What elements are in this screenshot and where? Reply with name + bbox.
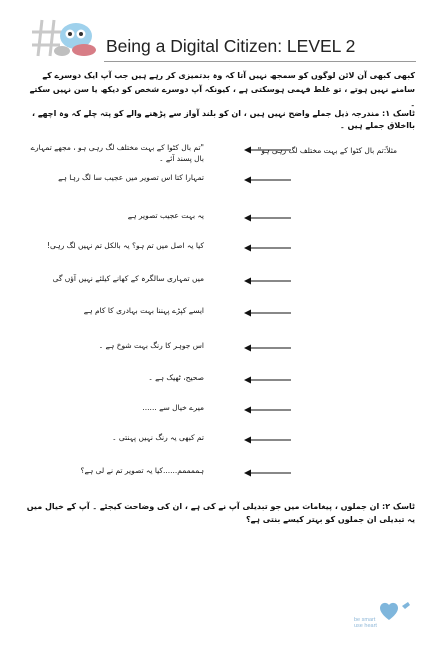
sentence-text: اس جوہر کا رنگ بہت شوخ ہے ۔ <box>98 341 204 350</box>
task2-instructions: ٹاسک ۲: ان جملوں ، پیغامات میں جو تبدیلی آپ نے کی ہے ، ان کی وضاحت کیجئے ۔ آپ کے خیال میں یہ تبدیلی ان جملوں کو بہتر کیسے بنتی ہے؟ <box>26 502 415 524</box>
sentence-text: صحیح، ٹھیک ہے ۔ <box>148 373 204 382</box>
sentence-text: کیا یہ اصل میں تم ہو؟ یہ بالکل تم نہیں لگ رہی! <box>46 241 204 250</box>
sample-answer: مثلاً:تم بال کٹوا کے بہت مختلف لگ رہی ہو" <box>257 146 397 155</box>
left-arrow-icon <box>244 435 292 445</box>
sentence-row <box>36 432 256 454</box>
left-arrow-icon <box>244 468 292 478</box>
footer-line-1: be smart <box>354 617 376 623</box>
sentence-row <box>36 372 256 394</box>
sentence-row <box>36 273 256 295</box>
page-title: Being a Digital Citizen: LEVEL 2 <box>106 36 356 56</box>
left-arrow-icon <box>244 175 292 185</box>
sentence-text: تمہارا کتا اس تصویر میں عجیب سا لگ رہا ہے <box>58 173 204 182</box>
left-arrow-icon <box>244 276 292 286</box>
intro-paragraph: کبھی کبھی آن لائن لوگوں کو سمجھ نہیں آتا کہ وہ بدتمیزی کر رہے ہیں جب آپ ایک دوسرے کے سامنے نہیں ہوتے ، تو غلط فہمی ہوسکتی ہے ، کیونکہ آپ دوسرے شخص کو دیکھ یا سن نہیں سکتے ۔ <box>29 71 415 108</box>
left-arrow-icon <box>244 375 292 385</box>
sentence-text: ہممممم......کیا یہ تصویر تم نے لی ہے؟ <box>80 466 204 475</box>
sentence-row <box>36 240 256 262</box>
sentence-text: ایسے کپڑے پہننا بہت بہادری کا کام ہے <box>83 306 204 315</box>
hashtag-cloud-mascot-icon <box>32 12 98 58</box>
page-header <box>0 0 441 70</box>
sentence-text: میں تمہاری سالگرہ کے کھانے کیلئے نہیں آؤں گی <box>52 274 204 283</box>
sentence-row <box>36 172 256 194</box>
left-arrow-icon <box>244 308 292 318</box>
sentence-row <box>36 305 256 327</box>
sentence-text: "تم بال کٹوا کے بہت مختلف لگ رہی ہو ، مجھے تمہارے بال پسند آئے ۔ <box>30 143 204 163</box>
sentence-row <box>30 142 256 164</box>
left-arrow-icon <box>244 405 292 415</box>
task1-instructions: ٹاسک ۱: مندرجہ ذیل جملے واضح نہیں ہیں ، ان کو بلند آواز سے پڑھنے والے کو پتہ چلے کہ وہ اچھے ، بااخلاق جملے ہیں ۔ <box>32 109 415 130</box>
sentence-row <box>36 340 256 362</box>
left-arrow-icon <box>244 343 292 353</box>
sentence-text: یہ بہت عجیب تصویر ہے <box>127 211 204 220</box>
sentence-row <box>36 402 256 424</box>
sentence-row <box>36 210 256 232</box>
title-divider <box>104 61 416 62</box>
footer-slogan <box>354 617 377 629</box>
left-arrow-icon <box>244 213 292 223</box>
footer-line-2: use heart <box>354 623 377 629</box>
left-arrow-icon <box>244 145 292 155</box>
sentence-text: میرے خیال سے ...... <box>142 403 204 412</box>
sentence-text: تم کبھی یہ رنگ نہیں پہنتی ۔ <box>112 433 204 442</box>
sentence-row <box>36 465 256 487</box>
left-arrow-icon <box>244 243 292 253</box>
